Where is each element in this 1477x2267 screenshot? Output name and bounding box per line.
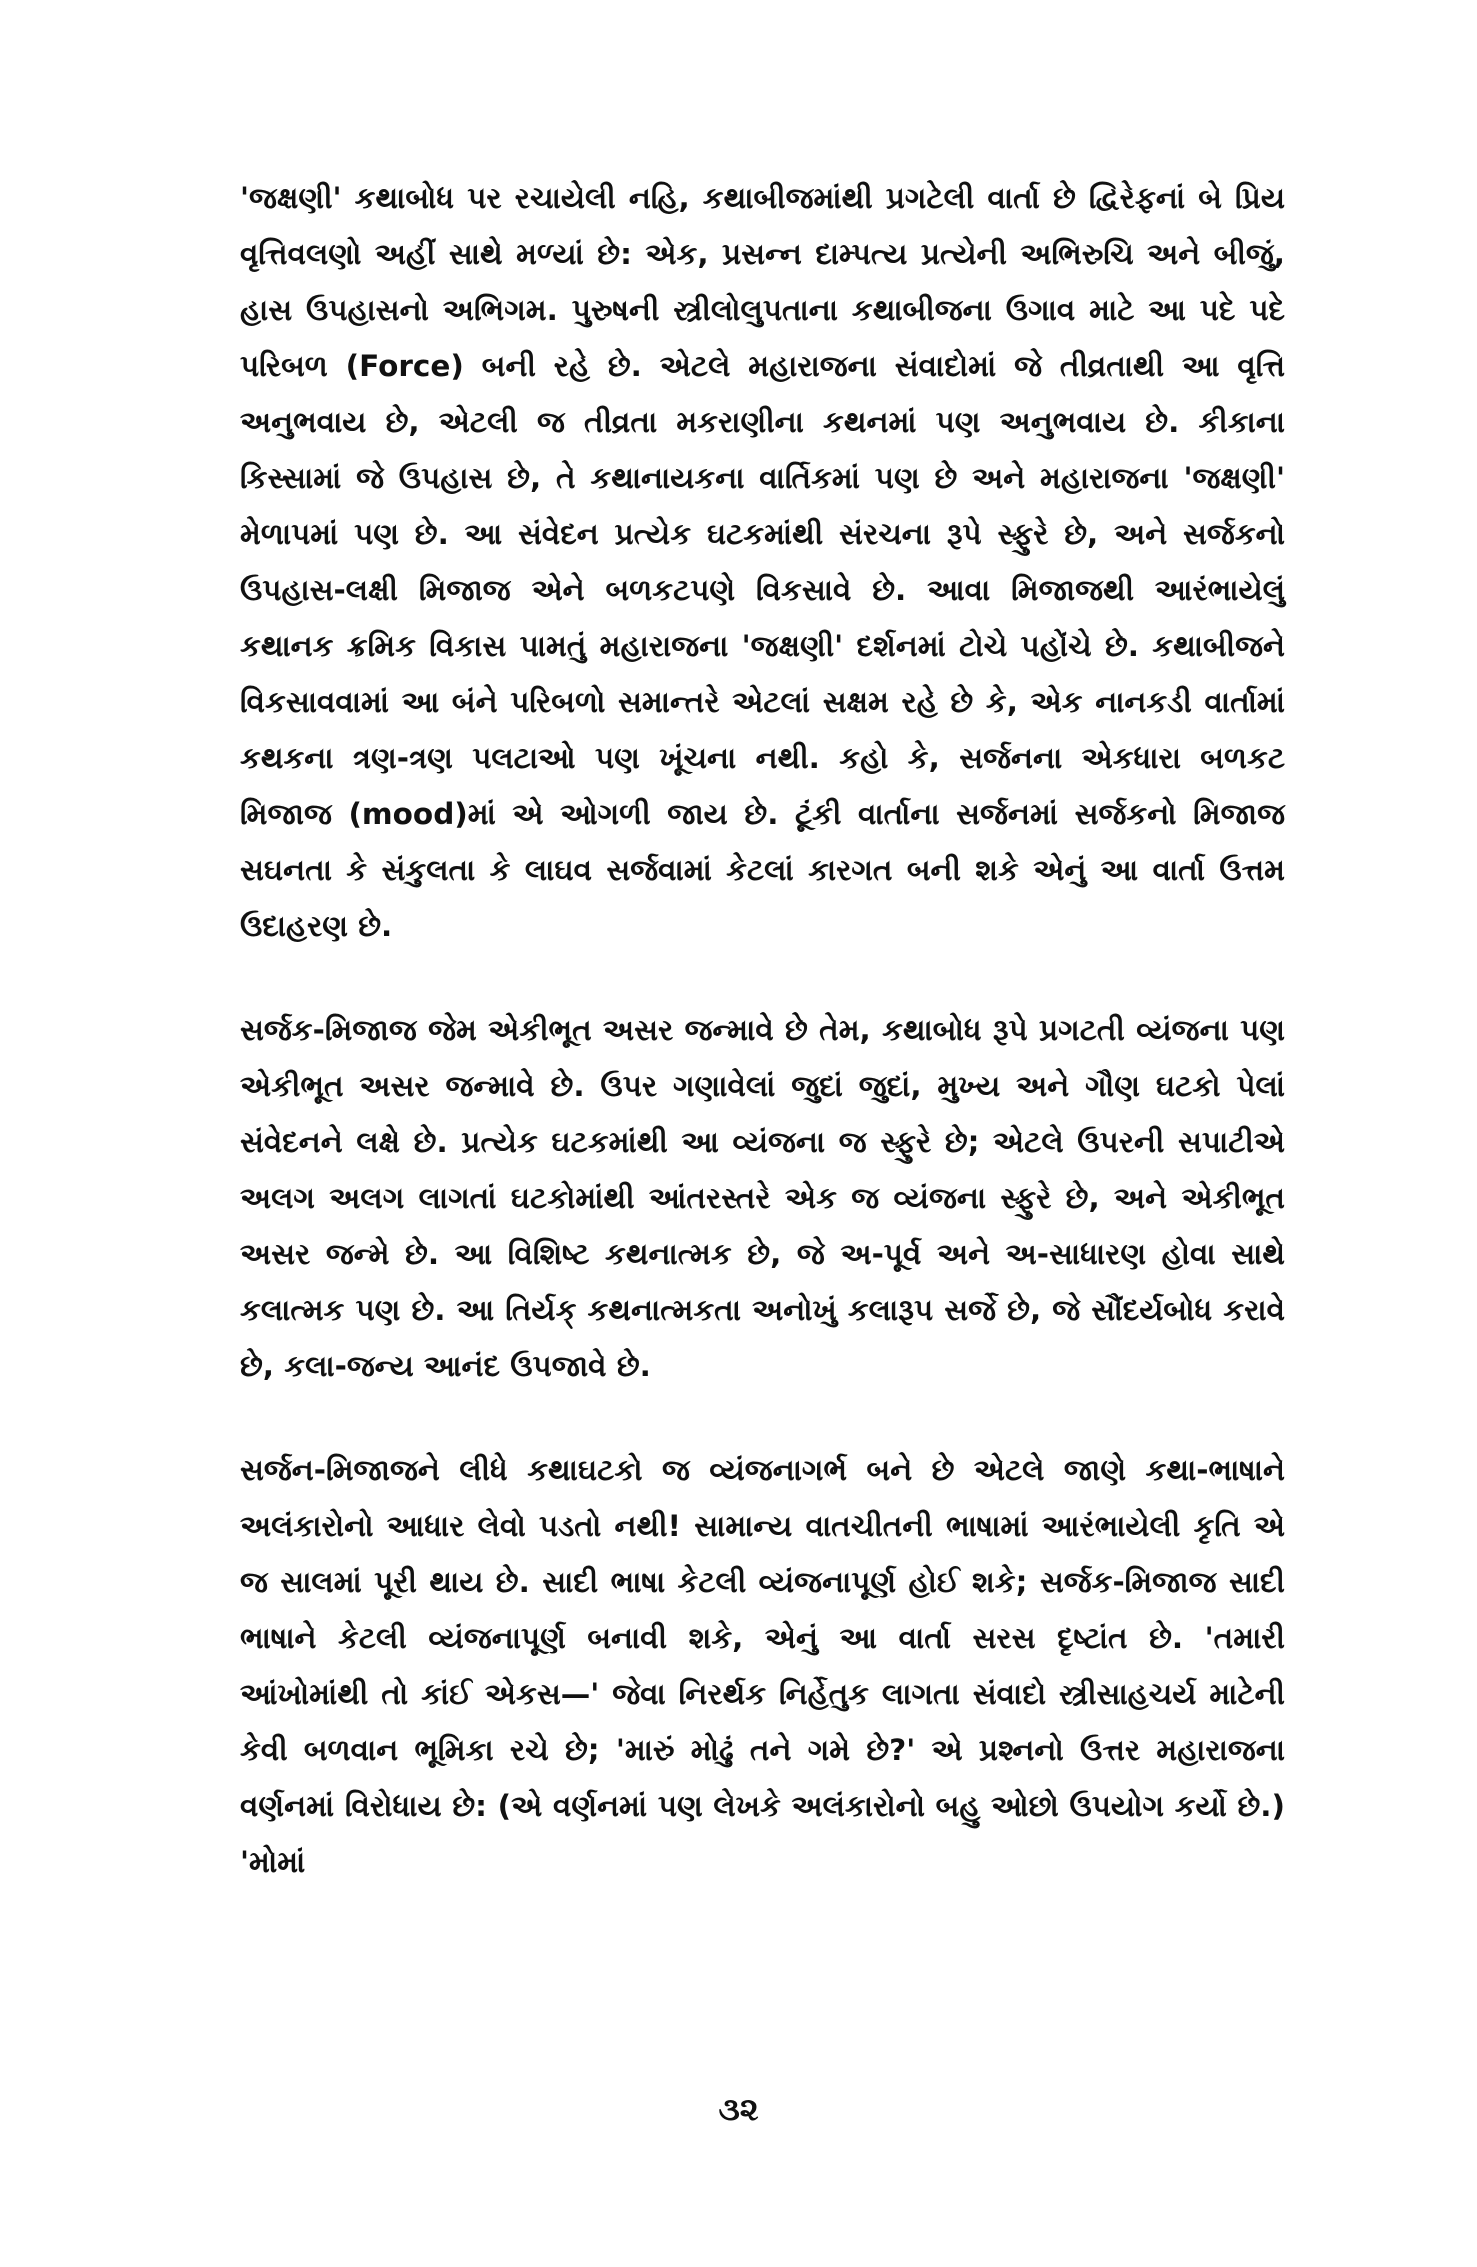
paragraph-2: સર્જક-મિજાજ જેમ એકીભૂત અસર જન્માવે છે તેમ, કથાબોધ રૂપે પ્રગટતી વ્યંજના પણ એકીભૂત અસર જન્માવે છે. ઉપર ગણાવેલાં જુદાં જુદાં, મુખ્ય અને ગૌણ ઘટકો પેલાં સંવેદનને લક્ષે છે. પ્રત્યેક ઘટકમાંથી આ વ્યંજના જ સ્ફુરે છે; એટલે ઉપરની સપાટીએ અલગ અલગ લાગતાં ઘટકોમાંથી આંતરસ્તરે એક જ વ્યંજના સ્ફુરે છે, અને એકીભૂત અસર જન્મે છે. આ વિશિષ્ટ કથનાત્મક છે, જે અ-પૂર્વ અને અ-સાધારણ હોવા સાથે કલાત્મક પણ છે. આ તિર્યક્ કથનાત્મકતા અનોખું કલારૂપ સર્જે છે, જે સૌંદર્યબોધ કરાવે છે, કલા-જન્ય આનંદ ઉપજાવે છે. — [240, 1013, 1285, 1383]
paragraph-3: સર્જન-મિજાજને લીધે કથાઘટકો જ વ્યંજનાગર્ભ બને છે એટલે જાણે કથા-ભાષાને અલંકારોનો આધાર લેવો પડતો નથી! સામાન્ય વાતચીતની ભાષામાં આરંભાયેલી કૃતિ એ જ સાલમાં પૂરી થાય છે. સાદી ભાષા કેટલી વ્યંજનાપૂર્ણ હોઈ શકે; સર્જક-મિજાજ સાદી ભાષાને કેટલી વ્યંજનાપૂર્ણ બનાવી શકે, એનું આ વાર્તા સરસ દૃષ્ટાંત છે. 'તમારી આંખોમાંથી તો કાંઈ એકસ—' જેવા નિરર્થક નિર્હેતુક લાગતા સંવાદો સ્ત્રીસાહચર્ય માટેની કેવી બળવાન ભૂમિકા રચે છે; 'મારું મોઢું તને ગમે છે?' એ પ્રશ્નનો ઉત્તર મહારાજના વર્ણનમાં વિરોધાય છે: (એ વર્ણનમાં પણ લેખકે અલંકારોનો બહુ ઓછો ઉપયોગ કર્યો છે.) 'મોમાં — [240, 1453, 1285, 1879]
page-number: ૩૨ — [718, 2090, 759, 2128]
page-body — [240, 170, 1285, 1890]
paragraph-1: 'જક્ષણી' કથાબોધ પર રચાયેલી નહિ, કથાબીજમાંથી પ્રગટેલી વાર્તા છે દ્વિરેફનાં બે પ્રિય વૃત્તિવલણો અહીં સાથે મળ્યાં છે: એક, પ્રસન્ન દામ્પત્ય પ્રત્યેની અભિરુચિ અને બીજું, હાસ ઉપહાસનો અભિગમ. પુરુષની સ્ત્રીલોલુપતાના કથાબીજના ઉગાવ માટે આ પદે પદે પરિબળ (Force) બની રહે છે. એટલે મહારાજના સંવાદોમાં જે તીવ્રતાથી આ વૃત્તિ અનુભવાય છે, એટલી જ તીવ્રતા મકરાણીના કથનમાં પણ અનુભવાય છે. કીકાના કિસ્સામાં જે ઉપહાસ છે, તે કથાનાયકના વાર્તિકમાં પણ છે અને મહારાજના 'જક્ષણી' મેળાપમાં પણ છે. આ સંવેદન પ્રત્યેક ઘટકમાંથી સંરચના રૂપે સ્ફુરે છે, અને સર્જકનો ઉપહાસ-લક્ષી મિજાજ એને બળકટપણે વિકસાવે છે. આવા મિજાજથી આરંભાયેલું કથાનક ક્રમિક વિકાસ પામતું મહારાજના 'જક્ષણી' દર્શનમાં ટોચે પહોંચે છે. કથાબીજને વિકસાવવામાં આ બંને પરિબળો સમાન્તરે એટલાં સક્ષમ રહે છે કે, એક નાનકડી વાર્તામાં કથકના ત્રણ-ત્રણ પલટાઓ પણ ખૂંચના નથી. કહો કે, સર્જનના એકધારા બળકટ મિજાજ (mood)માં એ ઓગળી જાય છે. ટૂંકી વાર્તાના સર્જનમાં સર્જકનો મિજાજ સઘનતા કે સંકુલતા કે લાઘવ સર્જવામાં કેટલાં કારગત બની શકે એનું આ વાર્તા ઉત્તમ ઉદાહરણ છે. — [240, 181, 1285, 943]
